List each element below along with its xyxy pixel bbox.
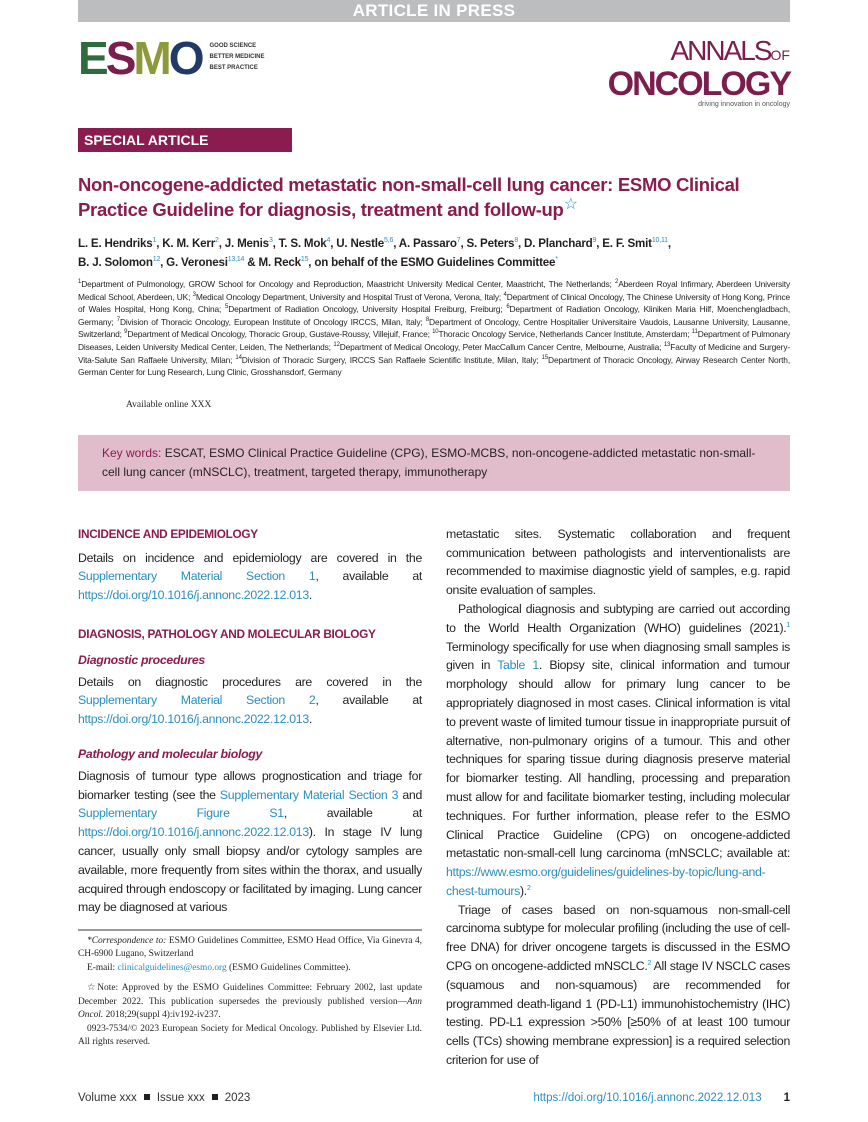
article-in-press-banner: ARTICLE IN PRESS: [78, 0, 790, 22]
inline-link[interactable]: https://doi.org/10.1016/j.annonc.2022.12.013: [78, 825, 309, 840]
esmo-logo: [78, 32, 265, 84]
esmo-tagline: [209, 41, 264, 74]
reference-superscript[interactable]: 5,6: [384, 237, 394, 245]
footnotes: [78, 935, 422, 1050]
reference-superscript[interactable]: 4: [503, 291, 507, 298]
paragraph: [446, 600, 790, 901]
reference-superscript[interactable]: 5: [225, 304, 229, 311]
logo-annals: ANNALS: [670, 35, 771, 66]
text: ESMO Guidelines Committee, ESMO Head Office, Via Ginevra 4, CH-6900 Lugano, Switzerland: [78, 935, 422, 960]
paragraph: [446, 901, 790, 1070]
inline-link[interactable]: https://www.esmo.org/guidelines/guidelines-by-topic/lung-and-chest-tumours: [446, 865, 766, 898]
text: . Biopsy site, clinical information and tumour morphology should allow for primary lung cancer to be appropriately diagnosed in most cases. Clinical information is vital to prevent waste of limited tumour tissue in inappropriate pursuit of alternative, non-pulmonary origins of a tumour. This and other techniques for sparing tissue during diagnosis preserve material for biomarker testing. All handling, processing and preparation must allow for and facilitate biomarker testing, including molecular techniques. For further information, please refer to the ESMO Clinical Practice Guideline (CPG) on oncogene-addicted metastatic non-small-cell lung carcinoma (mNSCLC; available at:: [446, 658, 790, 861]
reference-superscript[interactable]: 10,11: [651, 237, 668, 245]
footer-doi: [533, 1090, 790, 1106]
volume: Volume xxx: [78, 1091, 137, 1104]
italic-text: *Correspondence to:: [87, 935, 167, 946]
heading-diagnosis: DIAGNOSIS, PATHOLOGY AND MOLECULAR BIOLOGY: [78, 626, 376, 641]
author-line: [78, 234, 790, 253]
email-note: [78, 962, 422, 976]
tagline-line: BETTER MEDICINE: [209, 54, 265, 60]
text: ). In stage IV lung cancer, usually only small biopsy and/or cytology samples are available, more frequently from sites within the thorax, and usually acquired through endoscopy or facilitated by imaging. Lung cancer may be diagnosed at various: [78, 825, 422, 915]
keywords-label: Key words:: [102, 445, 162, 460]
page-number: 1: [783, 1091, 790, 1104]
text: , available at: [283, 806, 422, 821]
text: (ESMO Guidelines Committee).: [226, 962, 351, 973]
inline-link[interactable]: https://doi.org/10.1016/j.annonc.2022.12.013: [78, 588, 309, 603]
reference-superscript[interactable]: 15: [300, 256, 309, 264]
inline-link[interactable]: Supplementary Material Section 2: [78, 693, 316, 708]
logo-letter: S: [105, 32, 134, 84]
text: metastatic sites. Systematic collaboration and frequent communication between pathologists and interventionalists are recommended to maximise diagnostic yield of samples, e.g. rapid onsite evaluation of samples.: [446, 526, 790, 598]
text: Triage of cases based on non-squamous non-small-cell carcinoma subtype for molecular profiling (including the use of cell-free DNA) for driver oncogene targets is discussed in the ESMO CPG on oncogene-addicted mNSCLC.: [446, 902, 790, 974]
reference-superscript[interactable]: 9: [124, 329, 128, 336]
logo-oncology: ONCOLOGY: [607, 65, 790, 103]
reference-superscript[interactable]: 7: [116, 316, 120, 323]
inline-link[interactable]: Table 1: [497, 658, 539, 673]
text: Department of Medical Oncology, Peter MacCallum Cancer Centre, Melbourne, Australia;: [339, 341, 664, 352]
reference-superscript[interactable]: 8: [425, 316, 430, 323]
logo-letter: E: [78, 32, 106, 84]
keywords-text: ESCAT, ESMO Clinical Practice Guideline (CPG), ESMO-MCBS, non-oncogene-addicted metastatic non-small-cell lung cancer (mNSCLC), treatment, targeted therapy, immunotherapy: [102, 445, 756, 479]
reference-superscript[interactable]: 11: [691, 329, 698, 336]
square-separator-icon: [144, 1094, 150, 1100]
text: Department of Radiation Oncology, Kliniken Maria Hilf, Moenchengladbach, Germany;: [78, 304, 790, 327]
text: Details on diagnostic procedures are covered in the: [78, 674, 422, 689]
copyright-note: [78, 1023, 422, 1050]
reference-superscript[interactable]: 12: [333, 342, 340, 349]
text: , E. F. Smit: [596, 237, 652, 250]
footer-volume-info: [78, 1090, 250, 1106]
reference-superscript[interactable]: 10: [432, 329, 439, 336]
text: , G. Veronesi: [160, 256, 228, 269]
body-columns: [78, 525, 790, 1070]
paragraph: [446, 525, 790, 600]
text: .: [308, 712, 313, 727]
reference-superscript[interactable]: 14: [235, 354, 242, 361]
text: Medical Oncology Department, University and Hospital Trust of Verona, Verona, Italy;: [195, 291, 504, 302]
text: 0923-7534/© 2023 European Society for Medical Oncology. Published by Elsevier Ltd. All rights reserved.: [78, 1023, 422, 1048]
text: Division of Thoracic Surgery, IRCCS San Raffaele Scientific Institute, Milan, Italy;: [241, 354, 542, 365]
reference-superscript[interactable]: 8: [514, 237, 519, 245]
text: , K. M. Kerr: [156, 237, 216, 250]
annals-of-oncology-logo: [607, 35, 790, 110]
esmo-logo-letters: [78, 32, 202, 84]
text: Division of Thoracic Oncology, European Institute of Oncology IRCCS, Milan, Italy;: [119, 316, 426, 327]
text: Thoracic Oncology Service, Netherlands Cancer Institute, Amsterdam;: [438, 329, 692, 340]
reference-superscript[interactable]: 13,14: [227, 256, 245, 264]
text: Aberdeen Royal Infirmary, Aberdeen University Medical School, Aberdeen, UK;: [78, 279, 790, 302]
tagline-line: BEST PRACTICE: [209, 65, 258, 71]
reference-superscript[interactable]: 4: [326, 237, 331, 245]
text: Terminology specifically for use when diagnosing small samples is given in: [446, 639, 790, 673]
text: , available at: [315, 569, 422, 584]
author-list: [78, 234, 790, 272]
reference-superscript[interactable]: 3: [268, 237, 273, 245]
paragraph: [78, 673, 422, 729]
text: & M. Reck: [244, 256, 301, 269]
reference-superscript[interactable]: 1: [78, 279, 82, 286]
italic-text: Ann Oncol.: [78, 996, 422, 1021]
square-separator-icon: [212, 1094, 218, 1100]
logo-letter: O: [168, 32, 202, 84]
logo-of: OF: [770, 47, 790, 63]
inline-link[interactable]: clinicalguidelines@esmo.org: [117, 962, 227, 973]
article-page: [78, 0, 790, 1120]
text: 2018;29(suppl 4):iv192-iv237.: [103, 1010, 221, 1021]
reference-superscript[interactable]: *: [555, 256, 558, 264]
text: , J. Menis: [218, 237, 269, 250]
text: , S. Peters: [460, 237, 515, 250]
affiliations: [78, 278, 790, 379]
reference-superscript[interactable]: 1: [152, 237, 157, 245]
reference-superscript[interactable]: 1: [786, 621, 790, 629]
text: Department of Pulmonary Diseases, Leiden University Medical Center, Leiden, The Netherlands;: [78, 329, 790, 352]
text: Department of Oncology, Centre Hospitalier Universitaire Vaudois, Lausanne University, Lausanne, Switzerland;: [78, 316, 790, 340]
text: , U. Nestle: [330, 237, 385, 250]
year: 2023: [224, 1091, 251, 1104]
text: Department of Medical Oncology, Thoracic Group, Gustave-Roussy, Villejuif, France;: [127, 329, 433, 340]
text: ).: [520, 883, 527, 898]
reference-superscript[interactable]: 15: [541, 354, 549, 361]
text: , available at: [315, 693, 422, 708]
reference-superscript[interactable]: 2: [647, 959, 652, 967]
available-online: Available online XXX: [126, 399, 212, 410]
inline-link[interactable]: https://doi.org/10.1016/j.annonc.2022.12.013: [78, 712, 309, 727]
approval-note: [78, 982, 422, 1023]
subheading-pathology: Pathology and molecular biology: [78, 746, 263, 761]
author-line: [78, 253, 790, 272]
left-column: [78, 525, 422, 1050]
text: All stage IV NSCLC cases (squamous and non-squamous) are recommended for programmed death-ligand 1 (PD-L1) immunohistochemistry (IHC) testing. PD-L1 expression >50% [≥50% of at least 100 tumour cells (TCs) showing membrane expression] is a required selection criterion for use of: [446, 959, 790, 1068]
reference-superscript[interactable]: 2: [526, 884, 531, 892]
inline-link[interactable]: Supplementary Figure S1: [78, 806, 284, 821]
paragraph: [78, 549, 422, 605]
reference-superscript[interactable]: 13: [663, 342, 671, 349]
reference-superscript[interactable]: 3: [192, 291, 196, 298]
keywords-box: [78, 435, 790, 491]
inline-link[interactable]: Supplementary Material Section 3: [219, 787, 399, 802]
text: ☆Note: Approved by the ESMO Guidelines Committee: February 2002, last update December 2022. This publication supersedes the previously published version—: [78, 983, 422, 1007]
doi-link[interactable]: https://doi.org/10.1016/j.annonc.2022.12.013: [533, 1091, 762, 1104]
article-title: [78, 172, 790, 222]
section-label: SPECIAL ARTICLE: [78, 128, 292, 152]
text: Diagnosis of tumour type allows prognostication and triage for biomarker testing (see the: [78, 768, 422, 802]
right-column: [446, 525, 790, 1070]
text: Details on incidence and epidemiology are covered in the: [78, 550, 422, 565]
text: .: [308, 588, 313, 603]
reference-superscript[interactable]: 12: [152, 256, 161, 264]
text: Department of Thoracic Oncology, Airway Research Center North, German Center for Lung Research, Lung Clinic, Grosshansdorf, Germany: [78, 354, 790, 378]
text: E-mail:: [87, 962, 118, 973]
star-footnote-icon[interactable]: ☆: [563, 195, 578, 213]
paragraph: [78, 767, 422, 917]
text: Department of Clinical Oncology, The Chinese University of Hong Kong, Prince of Wales Hospital, Hong Kong, China;: [78, 291, 791, 315]
text: Faculty of Medicine and Surgery-Vita-Salute San Raffaele University, Milan;: [78, 341, 790, 365]
text: L. E. Hendriks: [78, 237, 153, 250]
reference-superscript[interactable]: 6: [506, 304, 510, 311]
logo-letter: M: [133, 32, 169, 84]
title-text: Non-oncogene-addicted metastatic non-small-cell lung cancer: ESMO Clinical Practice Guideline for diagnosis, treatment and follow-up: [78, 174, 740, 220]
tagline-line: GOOD SCIENCE: [209, 43, 257, 49]
heading-incidence: INCIDENCE AND EPIDEMIOLOGY: [78, 526, 258, 541]
text: Department of Pulmonology, GROW School for Oncology and Reproduction, Maastricht University Medical Center, Maastricht, The Netherlands;: [81, 279, 615, 289]
text: , T. S. Mok: [272, 237, 327, 250]
logo-tagline: driving innovation in oncology: [698, 101, 790, 108]
issue: Issue xxx: [156, 1091, 205, 1104]
text: , A. Passaro: [393, 237, 457, 250]
text: , D. Planchard: [518, 237, 593, 250]
text: Pathological diagnosis and subtyping are carried out according to the World Health Organization (WHO) guidelines (2021).: [446, 601, 790, 635]
reference-superscript[interactable]: 2: [615, 279, 619, 286]
text: ,: [667, 237, 671, 250]
text: B. J. Solomon: [78, 256, 153, 269]
reference-superscript[interactable]: 9: [592, 237, 597, 245]
text: Department of Radiation Oncology, University Hospital Freiburg, Freiburg;: [228, 304, 507, 315]
correspondence-note: [78, 935, 422, 962]
logo-row: [78, 32, 790, 128]
text: , on behalf of the ESMO Guidelines Committee: [308, 256, 556, 269]
page-footer: [78, 1090, 790, 1106]
text: and: [398, 787, 423, 802]
inline-link[interactable]: Supplementary Material Section 1: [78, 569, 316, 584]
reference-superscript[interactable]: 7: [456, 237, 461, 245]
footnote-divider: [78, 929, 422, 931]
subheading-procedures: Diagnostic procedures: [78, 652, 205, 667]
reference-superscript[interactable]: 2: [215, 237, 219, 245]
